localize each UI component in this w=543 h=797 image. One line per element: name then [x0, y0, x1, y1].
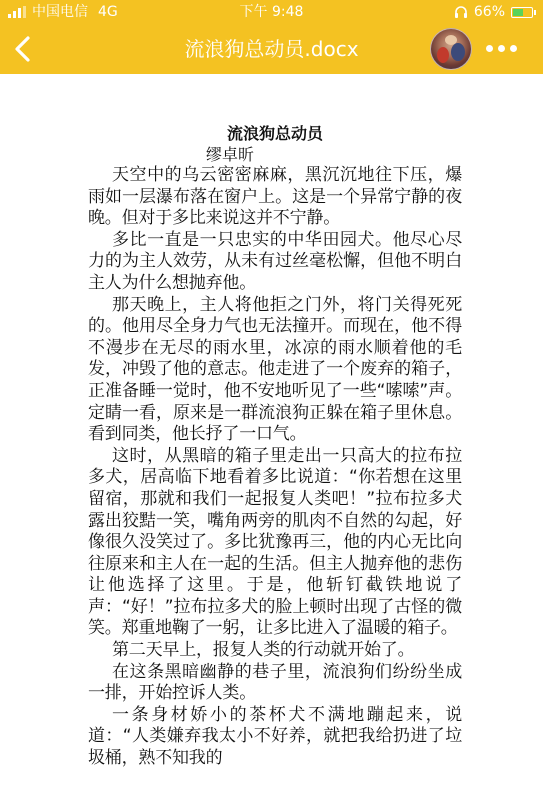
- doc-paragraph: 那天晚上，主人将他拒之门外，将门关得死死的。他用尽全身力气也无法撞开。而现在，他不得不漫步在无尽的雨水里，冰凉的雨水顺着他的毛发，冲毁了他的意志。他走进了一个废弃的箱子，正准备睡一觉时，他不安地听见了一些“嗦嗦”声。定睛一看，原来是一群流浪狗正躲在箱子里休息。看到同类，他长抒了一口气。: [88, 294, 462, 445]
- more-dots-icon[interactable]: [486, 43, 517, 55]
- doc-author: 缪卓昕: [206, 145, 255, 164]
- carrier-name: 中国电信: [32, 4, 88, 20]
- status-bar: [0, 0, 543, 24]
- doc-paragraph: 第二天早上，报复人类的行动就开始了。: [112, 640, 415, 661]
- doc-paragraph: 这时，从黑暗的箱子里走出一只高大的拉布拉多犬，居高临下地看着多比说道：“你若想在这里留宿，那就和我们一起报复人类吧！”拉布拉多犬露出狡黠一笑，嘴角两旁的肌肉不自然的勾起，好像很久没笑过了。多比犹豫再三，他的内心无比向往原来和主人在一起的生活。但主人抛弃他的悲伤让他选择了这里。于是，他斩钉截铁地说了声：“好！”拉布拉多犬的脸上顿时出现了古怪的微笑。郑重地鞠了一躬，让多比进入了温暖的箱子。: [88, 445, 462, 639]
- battery-percent: 66%: [473, 4, 505, 20]
- avatar[interactable]: [430, 28, 472, 70]
- doc-paragraph: 多比一直是一只忠实的中华田园犬。他尽心尽力的为主人效劳，从未有过丝毫松懈，但他不明白主人为什么想抛弃他。: [88, 229, 462, 293]
- headphones-icon: [454, 5, 468, 19]
- doc-paragraph: 天空中的乌云密密麻麻，黑沉沉地往下压，爆雨如一层瀑布落在窗户上。这是一个异常宁静的夜晚。但对于多比来说这并不宁静。: [88, 165, 462, 229]
- status-right: [454, 0, 533, 24]
- document-title: 流浪狗总动员.docx: [184, 37, 359, 61]
- document-page: [88, 123, 462, 770]
- doc-paragraph: 在这条黑暗幽静的巷子里，流浪狗们纷纷坐成一排，开始控诉人类。: [88, 661, 462, 704]
- document-viewer[interactable]: [0, 74, 543, 797]
- network-type: 4G: [98, 4, 118, 20]
- doc-paragraph: 一条身材娇小的茶杯犬不满地蹦起来，说道：“人类嫌弃我太小不好养，就把我给扔进了垃圾桶，熟不知我的: [88, 704, 462, 769]
- doc-heading: 流浪狗总动员: [226, 124, 323, 143]
- status-time: 下午 9:48: [239, 4, 304, 20]
- battery-icon: [511, 7, 533, 18]
- nav-bar: [0, 24, 543, 74]
